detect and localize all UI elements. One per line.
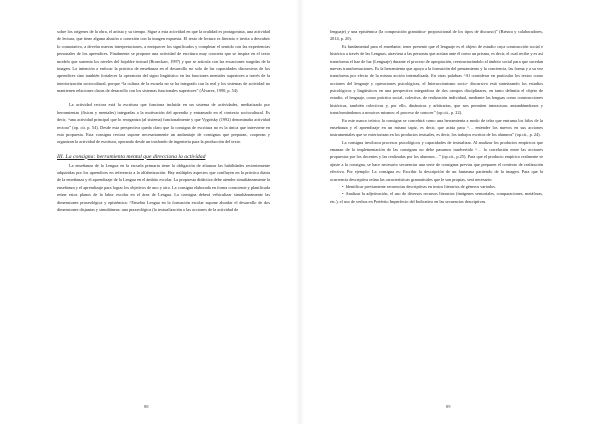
paragraph: lenguaje) y una epistémica (la composición gramática- proposicional de los tipos de discurso)” (Riestra y colaboradores, 2014, p. 20). bbox=[330, 29, 543, 42]
paragraph: Es fundamental para el enseñante, tener presente que el lenguaje es el objeto de estudio cuya construcción social e histórica a través de las Lenguas, atraviesa a las personas que actúan ante él como un prisma, es decir, el cual recibe y es así transforma el haz de luz (Lenguaje) durante el proceso de apropiación, reestructurándolo al ámbito social para que sucedan nuevas transformaciones. Es la herramienta que apoya a la formación del pensamiento y la conciencia, las forma y a su vez transforma por efecto de la misma acción internalizada. En otras palabras “Al considerar en particular los textos como acciones del lenguaje y operaciones psicológicas, el Interaccionismo socio- discursivo está sintetizando los estudios psicológicos y lingüísticos en una perspectiva integradora de dos campos disciplinares, en tanto delimita el objeto de estudio, el lenguaje, como práctica social, colectiva, de realización individual, mediante las lenguas como construcciones históricas, también colectivas y, por ello, dinámicas y arbitrarias, que nos permiten interactuar, amundánndonos y transformándonos a nosotros mismos: el proceso de conocer” (op.cit., p. 22). bbox=[330, 43, 543, 116]
paragraph: sobre los orígenes de la obra, el artista y su tiempo. Sigue a esta actividad en que la oralidad es protagonista, una actividad de lectura, que tiene alguna alusión o conexión con la imagen expuesta. El texto de lectura es literario e invita a descubrir lo connotativo, a develar nuevas interpretaciones, a enriquecer los significados y completar el sentido con las experiencias personales de los aprendices. Finalmente se propone una actividad de escritura muy concreta que se inspira en el texto modelo que sustenta los niveles del hojaldre textual (Bronckart, 1997) y que se articula con las ecuaciones surgidas de la imagen. La intención a enfocar la práctica de enseñanza en el desarrollo no solo de las capacidades discursivas de los aprendices sino también fortalecer la operatoria del signo lingüístico en las funciones mentales superiores a través de la interiorización sociocultural, porque “la cultura de la escuela no se ha integrado con la real y los sistemas de actividad no mantienen relaciones claras de desarrollo con los sistemas funcionales superiores” (Álvarez, 1990, p. 54). bbox=[57, 29, 270, 93]
bullet-list bbox=[330, 183, 543, 205]
page-number: 88 bbox=[144, 404, 149, 409]
paragraph: La actividad rectora está la escritura que funciona incluida en un sistema de actividades, mediatizado por herramientas (físicas y mentales) integradas a la motivación del aprendiz y entramado en el contexto sociocultural. Es decir, “una actividad principal que lo reorganiza (al sistema) funcionalmente y que Vygotsky (1992) denominaba actividad rectora” (op. cit. p. 54). Desde esta perspectiva queda claro que la consigna de escritura no es la única que interviene en esta propuesta. Esta consigna rectora supone necesariamente un andamiaje de consignas que preparan, cooperan y organizan la actividad de escritura, operando desde un trasfondo de ingeniería para la producción del texto. bbox=[57, 102, 270, 145]
section-heading: III. La consigna: herramienta mental que direcciona la actividad bbox=[57, 153, 206, 160]
bullet-icon: • bbox=[342, 191, 344, 197]
right-page bbox=[300, 0, 600, 424]
list-item bbox=[330, 183, 543, 190]
left-text-column bbox=[57, 28, 270, 213]
list-item-text: Identificar previamente secuencias descriptivas en textos literarios de géneros variados. bbox=[345, 183, 496, 189]
list-item bbox=[330, 190, 543, 205]
paragraph: En este marco teórico la consigna se concebirá como una herramienta a modo de telar que entrama los hilos de la enseñanza y el aprendizaje en un mismo tapiz, es decir, que actúa para “… entender los nuevos en sus acciones instrumentales que se exteriorizan en los productos textuales, es decir, los trabajos escritos de los alumnos” (op.cit., p. 24). bbox=[330, 117, 543, 138]
paragraph: La enseñanza de la Lengua en la escuela primaria tiene la obligación de afianzar las habilidades recientemente adquiridas por los aprendices en referencia a la alfabetización. Hay múltiples aspectos que confluyen en la práctica diaria de la enseñanza y el aprendizaje de la Lengua en el ámbito escolar. La propuesta didáctica debe atender simultáneamente la enseñanza y el aprendizaje para lograr los objetivos de uno y otro. La consigna elaborada en forma consciente y planificada reúne estos planos de la labor escolar en el área de Lengua. La consigna deberá vehiculizar simultáneamente las dimensiones praxeológica y epistémica: “Enseñar Lengua en la formación escolar supone abordar el desarrollo de dos dimensiones disjuntas y simultáneas: una praxeológica (la textualización o las acciones de la actividad de bbox=[57, 162, 270, 212]
page-number: 89 bbox=[446, 404, 451, 409]
bullet-icon: • bbox=[342, 183, 344, 189]
paragraph: La consigna involucra procesos psicológicos y capacidades de textualizar. Al analizar los productos empíricos que emanan de la implementación de las consignas no debe pasarnos inadvertido “… la correlación entre las acciones propuestas por los docentes y las realizadas por los alumnos…” (op.cit., p.25). Para que el producto empírico realmente se ajuste a la consigna, se hace necesario secuenciar una serie de consignas previas que preparen el contexto de realización efectiva. Por ejemplo: La consigna es: Escribir la descripción de un fantasma partiendo de la imagen. Para que la ocurrencia descriptiva reúna las características gramaticales que le son propias, será necesario: bbox=[330, 139, 543, 182]
list-item-text: Analizar la adjetivación, el uso de diversos recursos literarios (imágenes sensoriales, comparaciones, metáforas, etc.), el uso de verbos en Pretérito Imperfecto del Indicativo en las secuencias descriptivas. bbox=[330, 191, 543, 204]
right-text-column bbox=[330, 28, 543, 205]
